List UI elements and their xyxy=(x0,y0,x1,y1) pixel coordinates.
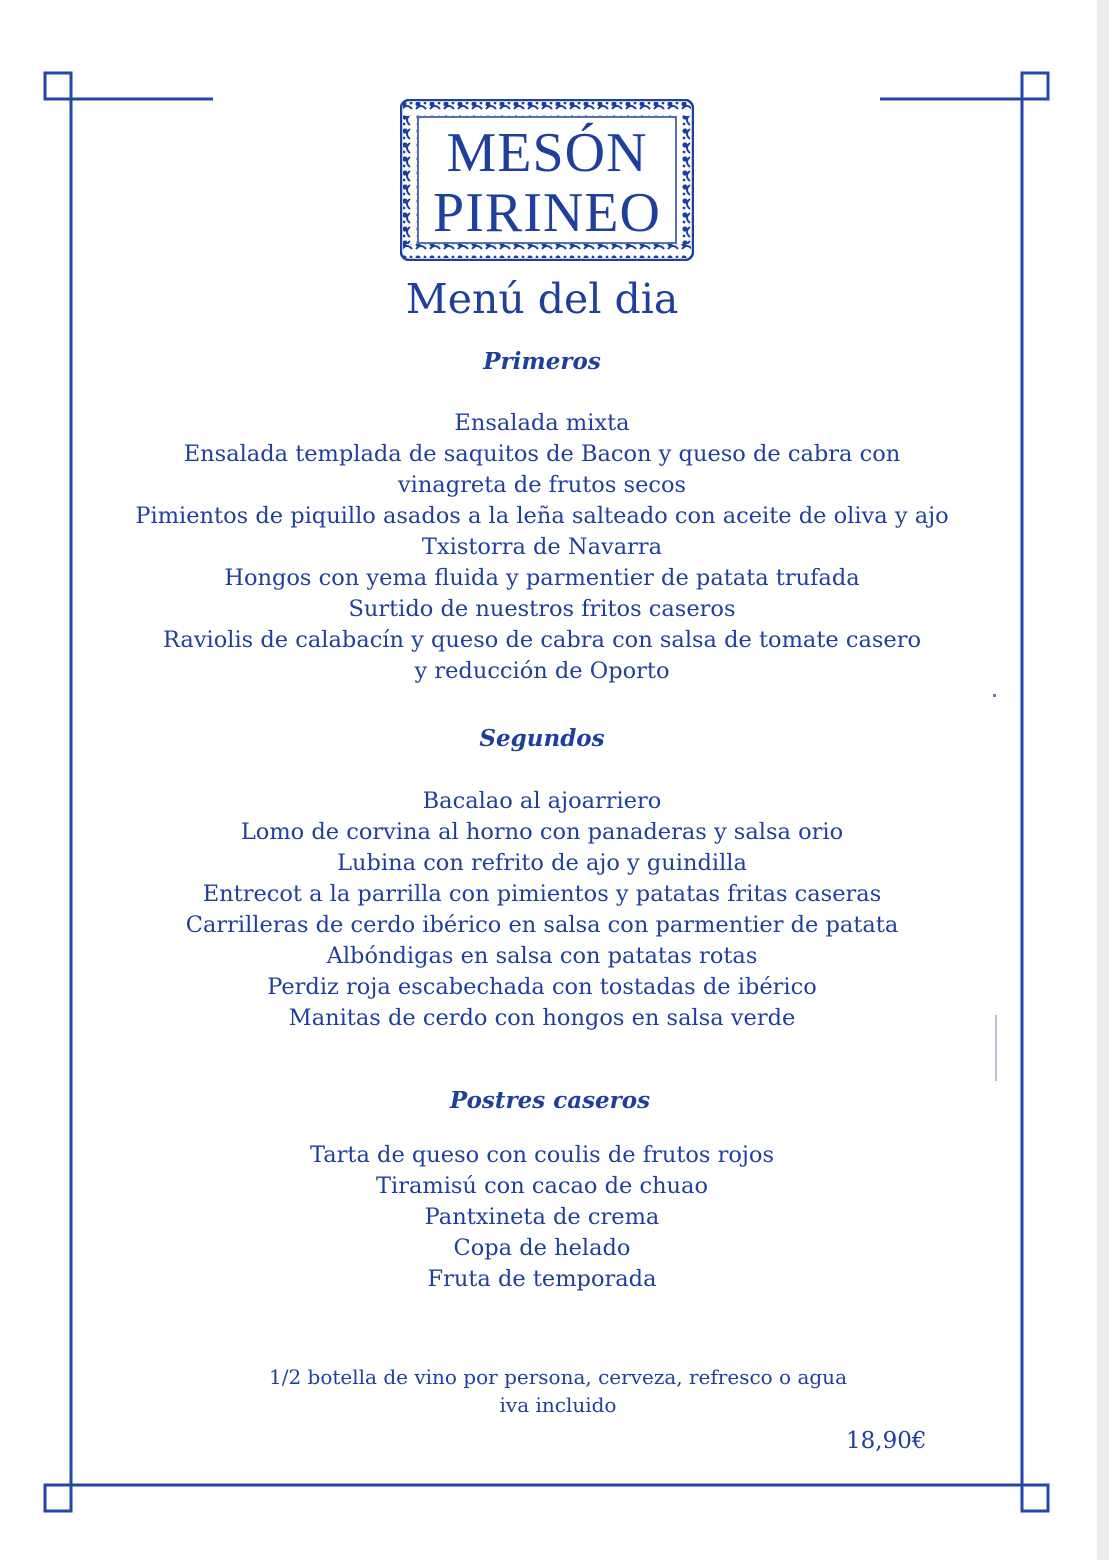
menu-price: 18,90€ xyxy=(846,1428,927,1454)
list-item: Tiramisú con cacao de chuao xyxy=(375,1173,709,1199)
list-item: Lubina con refrito de ajo y guindilla xyxy=(337,850,747,876)
logo-line-pirineo: PIRINEO xyxy=(433,182,661,244)
list-item: Lomo de corvina al horno con panaderas y salsa orio xyxy=(240,819,844,845)
list-item: Bacalao al ajoarriero xyxy=(422,788,662,814)
list-item: Entrecot a la parrilla con pimientos y patatas fritas caseras xyxy=(202,881,882,907)
postres-list xyxy=(0,1140,1084,1295)
scan-mark xyxy=(995,1015,997,1081)
list-item: Txistorra de Navarra xyxy=(421,534,663,560)
list-item: y reducción de Oporto xyxy=(414,658,670,684)
section-heading-primeros: Primeros xyxy=(483,348,601,375)
list-item: Carrilleras de cerdo ibérico en salsa con parmentier de patata xyxy=(185,912,899,938)
list-item: Ensalada mixta xyxy=(454,410,630,436)
list-item: Pimientos de piquillo asados a la leña salteado con aceite de oliva y ajo xyxy=(135,503,949,529)
restaurant-logo xyxy=(400,99,694,261)
list-item: Manitas de cerdo con hongos en salsa verde xyxy=(288,1005,796,1031)
section-heading-segundos: Segundos xyxy=(479,725,605,752)
tax-note: iva incluido xyxy=(499,1393,617,1417)
menu-title: Menú del dia xyxy=(405,275,679,323)
segundos-list xyxy=(0,786,1084,1034)
list-item: Ensalada templada de saquitos de Bacon y queso de cabra con xyxy=(183,441,901,467)
list-item: Surtido de nuestros fritos caseros xyxy=(348,596,736,622)
list-item: Albóndigas en salsa con patatas rotas xyxy=(326,943,758,969)
drinks-note: 1/2 botella de vino por persona, cerveza, refresco o agua xyxy=(269,1365,847,1389)
list-item: Perdiz roja escabechada con tostadas de ibérico xyxy=(267,974,817,1000)
list-item: vinagreta de frutos secos xyxy=(397,472,687,498)
list-item: Pantxineta de crema xyxy=(424,1204,660,1230)
scan-dot xyxy=(993,694,996,697)
primeros-list xyxy=(0,408,1084,687)
list-item: Hongos con yema fluida y parmentier de patata trufada xyxy=(224,565,860,591)
list-item: Tarta de queso con coulis de frutos rojos xyxy=(310,1142,774,1168)
logo-line-meson: MESÓN xyxy=(446,122,648,184)
list-item: Copa de helado xyxy=(453,1235,631,1261)
list-item: Fruta de temporada xyxy=(427,1266,657,1292)
list-item: Raviolis de calabacín y queso de cabra con salsa de tomate casero xyxy=(162,627,922,653)
section-heading-postres: Postres caseros xyxy=(449,1087,651,1114)
